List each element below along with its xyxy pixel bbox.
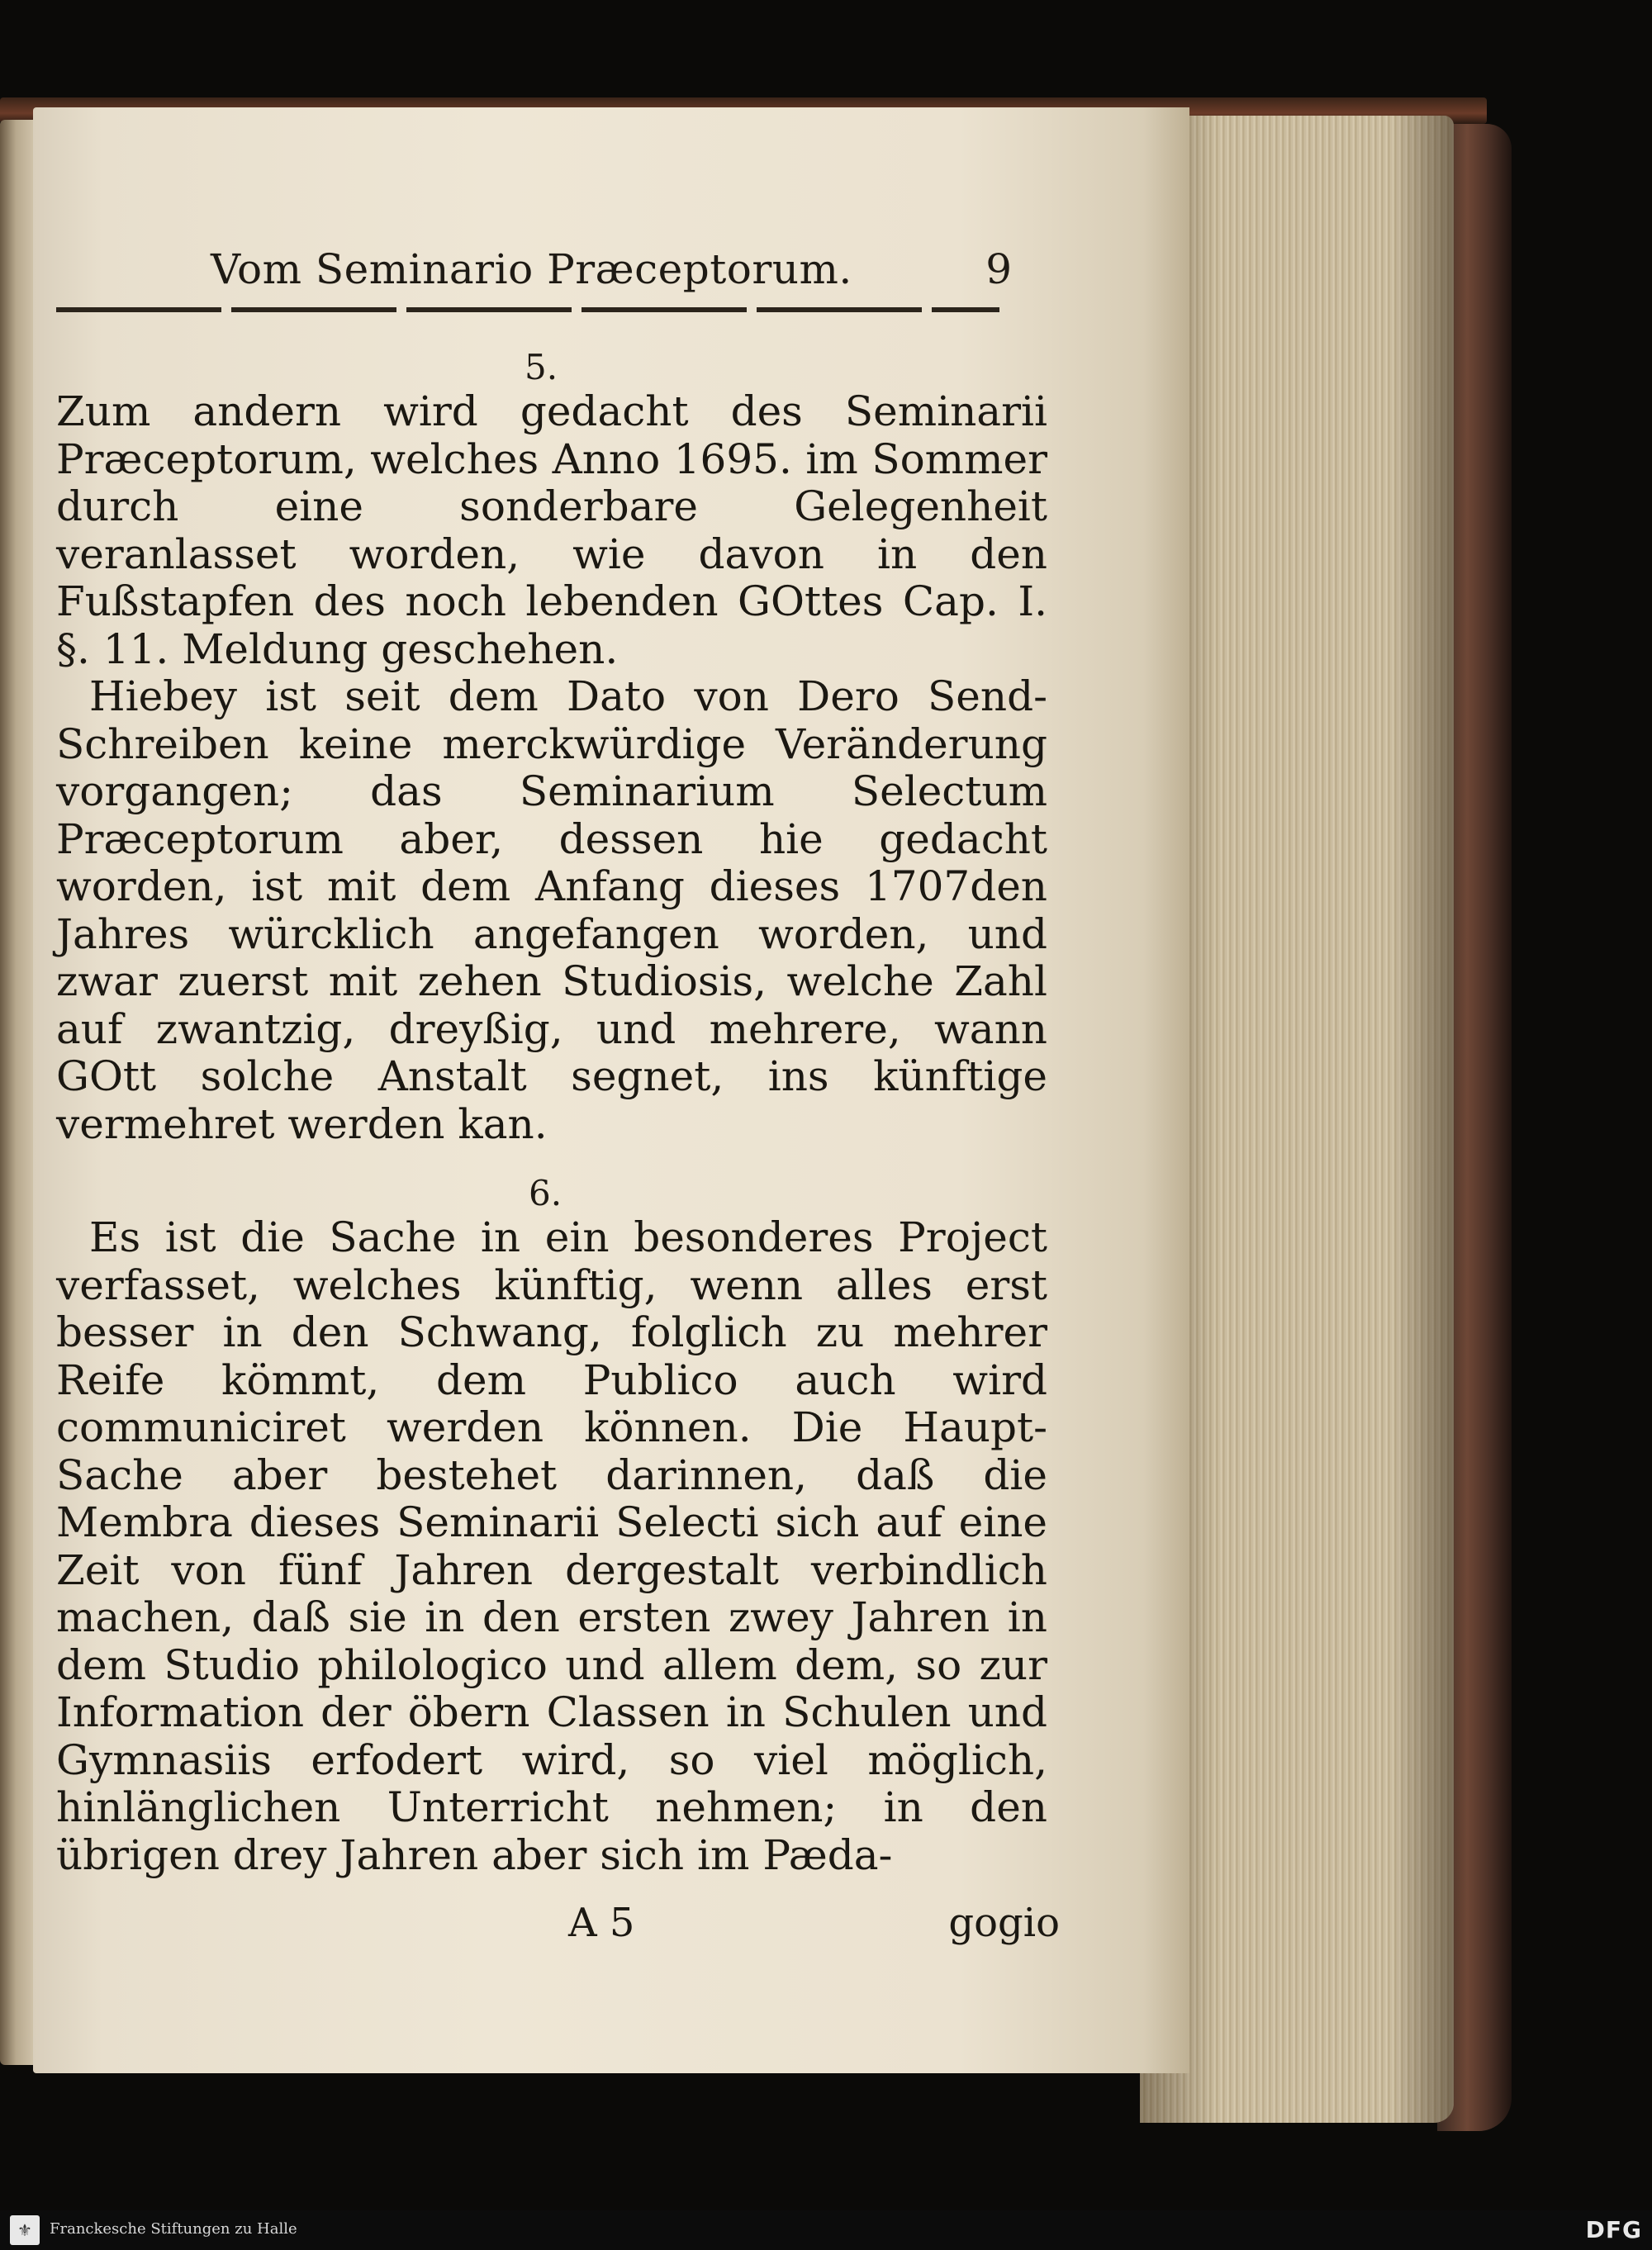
section-number-5: 5. xyxy=(525,347,558,387)
section-5-text xyxy=(56,388,1047,1148)
section-6-text xyxy=(56,1214,1047,1879)
dfg-logo: DFG xyxy=(1585,2216,1642,2243)
signature-mark: A 5 xyxy=(568,1900,635,1946)
institution-logo-icon: ⚜ xyxy=(10,2215,40,2245)
paragraph: Zum andern wird gedacht des Seminarii Præceptorum, welches Anno 1695. im Sommer durch eine sonderbare Gelegenheit veranlasset worden, wie davon in den Fußstapfen des noch lebenden GOttes Cap. I. §. 11. Meldung geschehen. xyxy=(56,387,1047,673)
page-footer xyxy=(56,1898,1060,1948)
institution-name: Franckesche Stiftungen zu Halle xyxy=(50,2220,297,2238)
page-number: 9 xyxy=(985,245,1012,293)
header-rule xyxy=(56,307,999,312)
running-head xyxy=(211,244,1012,294)
catchword: gogio xyxy=(948,1900,1060,1946)
section-number-6: 6. xyxy=(529,1173,563,1213)
running-title: Vom Seminario Præceptorum. xyxy=(211,245,852,293)
paragraph: Hiebey ist seit dem Dato von Dero Send-Schreiben keine merckwürdige Veränderung vorgangen; das Seminarium Selectum Præceptorum aber, dessen hie gedacht worden, ist mit dem Anfang dieses 1707den Jahres würcklich angefangen worden, und zwar zuerst mit zehen Studiosis, welche Zahl auf zwantzig, dreyßig, und mehrere, wann GOtt solche Anstalt segnet, ins künftige vermehret werden kan. xyxy=(56,672,1047,1148)
paragraph: Es ist die Sache in ein besonderes Project verfasset, welches künftig, wenn alles erst besser in den Schwang, folglich zu mehrer Reife kömmt, dem Publico auch wird communiciret werden können. Die Haupt-Sache aber bestehet darinnen, daß die Membra dieses Seminarii Selecti sich auf eine Zeit von fünf Jahren dergestalt verbindlich machen, daß sie in den ersten zwey Jahren in dem Studio philologico und allem dem, so zur Information der öbern Classen in Schulen und Gymnasiis erfodert wird, so viel möglich, hinlänglichen Unterricht nehmen; in den übrigen drey Jahren aber sich im Pæda- xyxy=(56,1213,1047,1879)
